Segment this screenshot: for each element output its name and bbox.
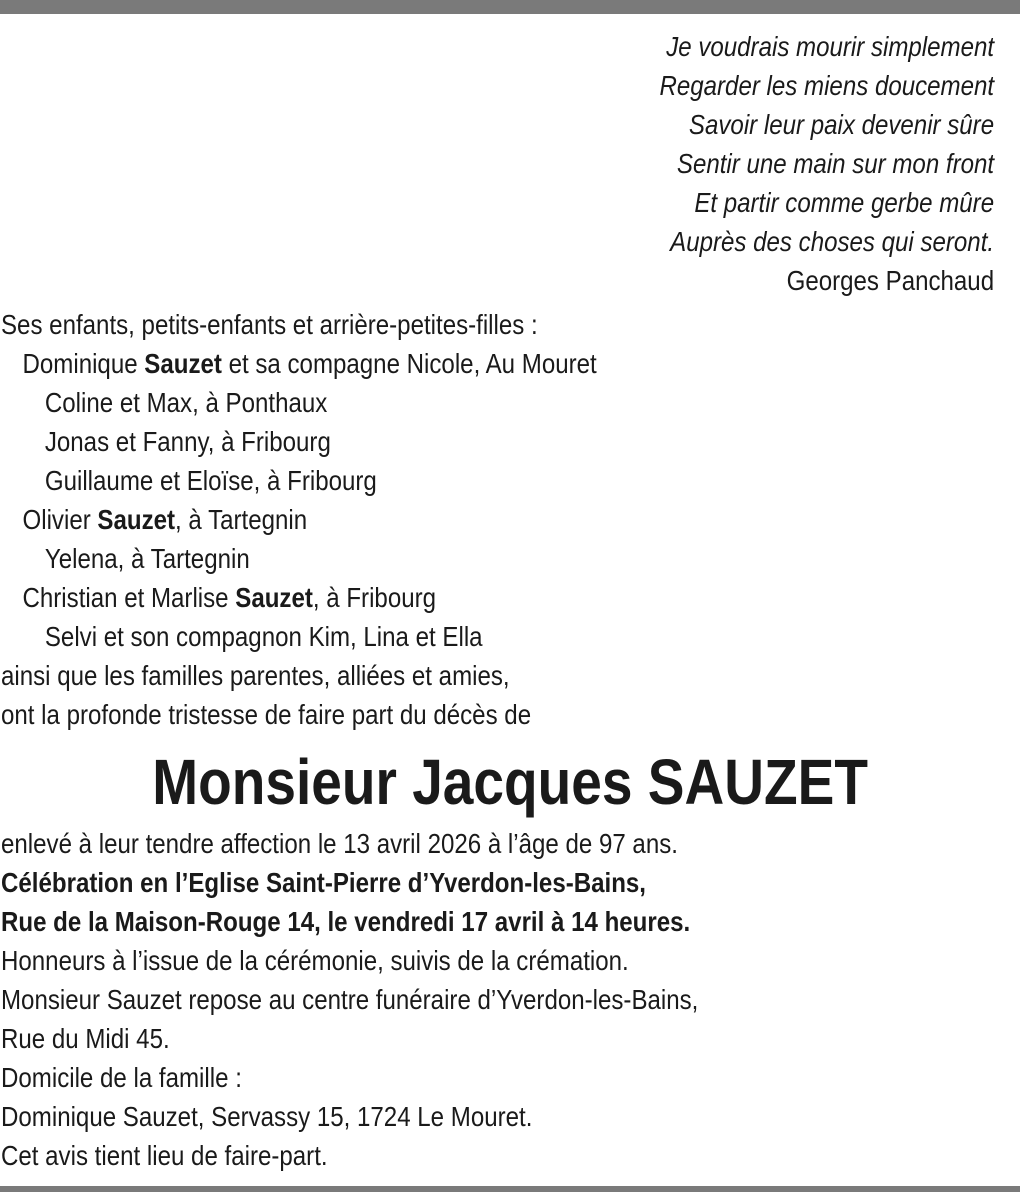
detail-line: Dominique Sauzet, Servassy 15, 1724 Le Mouret.: [1, 1101, 533, 1132]
family-grandchild: Yelena, à Tartegnin: [44, 543, 250, 574]
family-child: Olivier Sauzet, à Tartegnin: [22, 504, 308, 535]
detail-line: Domicile de la famille :: [1, 1062, 242, 1093]
family-intro: Ses enfants, petits-enfants et arrière-petites-filles :: [1, 309, 538, 340]
detail-line: enlevé à leur tendre affection le 13 avril 2026 à l’âge de 97 ans.: [1, 828, 678, 859]
top-rule: [0, 0, 1020, 14]
surname: Sauzet: [235, 582, 313, 613]
poem-line: Sentir une main sur mon front: [676, 148, 994, 179]
ceremony-line: Célébration en l’Eglise Saint-Pierre d’Yverdon-les-Bains,: [1, 867, 646, 898]
family-grandchild: Coline et Max, à Ponthaux: [44, 387, 328, 418]
family-grandchild: Jonas et Fanny, à Fribourg: [44, 426, 331, 457]
funeral-details: [1, 824, 698, 1175]
poem-line: Je voudrais mourir simplement: [666, 31, 994, 62]
poem-author: Georges Panchaud: [786, 265, 994, 296]
poem: [659, 27, 994, 300]
family-child: Dominique Sauzet et sa compagne Nicole, Au Mouret: [22, 348, 597, 379]
surname: Sauzet: [97, 504, 176, 535]
family-grandchild: Guillaume et Eloïse, à Fribourg: [44, 465, 377, 496]
detail-line: Monsieur Sauzet repose au centre funéraire d’Yverdon-les-Bains,: [1, 984, 699, 1015]
surname: Sauzet: [144, 348, 222, 379]
detail-line: Honneurs à l’issue de la cérémonie, suivis de la crémation.: [1, 945, 629, 976]
detail-line: Cet avis tient lieu de faire-part.: [1, 1140, 328, 1171]
family-grandchild: Selvi et son compagnon Kim, Lina et Ella: [44, 621, 483, 652]
poem-line: Savoir leur paix devenir sûre: [688, 109, 994, 140]
family-list: [1, 305, 597, 734]
poem-line: Et partir comme gerbe mûre: [694, 187, 994, 218]
poem-line: Auprès des choses qui seront.: [670, 226, 994, 257]
family-closing: ont la profonde tristesse de faire part du décès de: [1, 699, 532, 730]
family-closing: ainsi que les familles parentes, alliées et amies,: [1, 660, 510, 691]
detail-line: Rue du Midi 45.: [1, 1023, 170, 1054]
deceased-name: Monsieur Jacques SAUZET: [152, 746, 868, 818]
poem-line: Regarder les miens doucement: [659, 70, 994, 101]
ceremony-line: Rue de la Maison-Rouge 14, le vendredi 17 avril à 14 heures.: [1, 906, 691, 937]
bottom-rule: [0, 1186, 1020, 1192]
family-child: Christian et Marlise Sauzet, à Fribourg: [22, 582, 437, 613]
